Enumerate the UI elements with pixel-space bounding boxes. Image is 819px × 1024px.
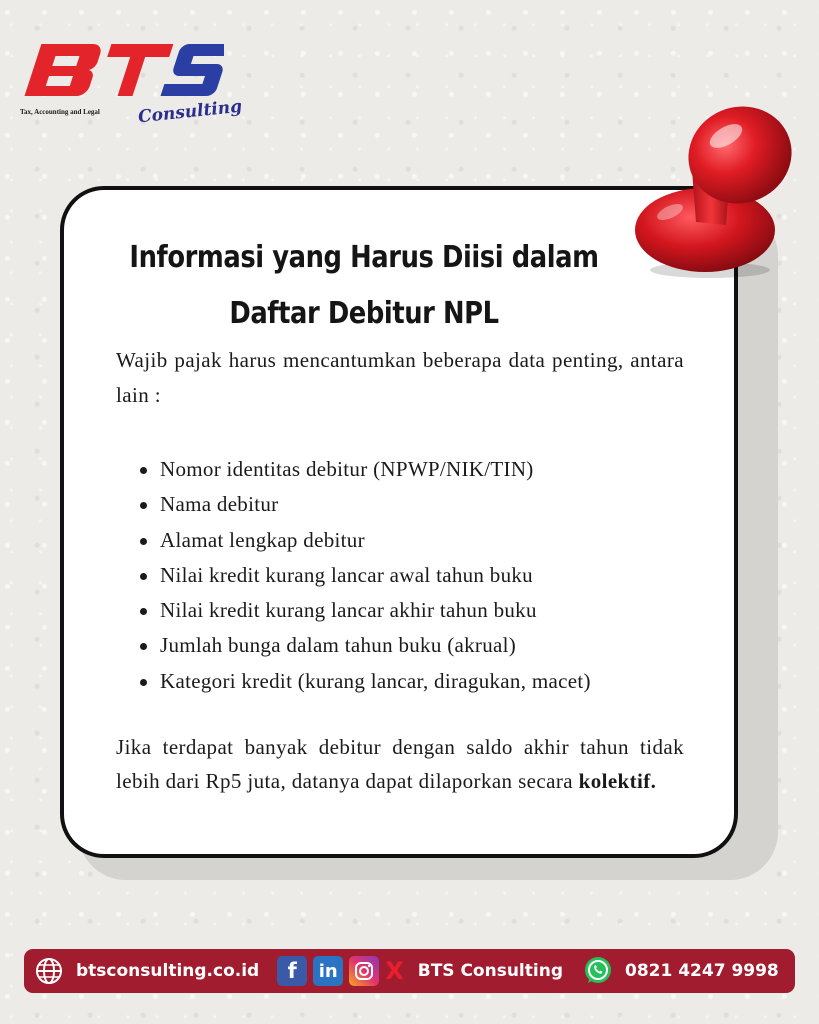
instagram-icon[interactable] — [349, 956, 379, 986]
list-item: Nilai kredit kurang lancar awal tahun buku — [136, 558, 591, 593]
bts-logo-mark — [14, 36, 224, 106]
list-item: Kategori kredit (kurang lancar, diragukan, macet) — [136, 664, 591, 699]
intro-paragraph: Wajib pajak harus mencantumkan beberapa data penting, antara lain : — [116, 348, 684, 407]
social-handle[interactable]: BTS Consulting — [417, 961, 563, 981]
whatsapp-icon[interactable] — [583, 956, 613, 986]
facebook-icon[interactable]: f — [277, 956, 307, 986]
logo-tagline: Tax, Accounting and Legal — [20, 108, 100, 116]
outro-text: Jika terdapat banyak debitur dengan saldo akhir tahun tidak lebih dari Rp5 juta, datanya dapat dilaporkan secara — [116, 735, 684, 793]
card-title-line-1: Informasi yang Harus Diisi dalam — [129, 240, 599, 275]
list-item: Nama debitur — [136, 487, 591, 522]
outro-paragraph — [116, 730, 684, 798]
list-item: Nilai kredit kurang lancar akhir tahun buku — [136, 593, 591, 628]
list-item: Nomor identitas debitur (NPWP/NIK/TIN) — [136, 452, 591, 487]
card-title-line-2: Daftar Debitur NPL — [229, 296, 499, 331]
website-link[interactable]: btsconsulting.co.id — [76, 961, 260, 981]
x-icon[interactable]: X — [385, 957, 404, 985]
globe-icon — [34, 956, 64, 986]
bts-logo — [14, 36, 243, 128]
phone-number[interactable]: 0821 4247 9998 — [624, 961, 779, 981]
list-item: Jumlah bunga dalam tahun buku (akrual) — [136, 628, 591, 663]
contact-footer — [24, 949, 795, 993]
linkedin-icon[interactable]: in — [313, 956, 343, 986]
outro-bold: kolektif. — [578, 769, 657, 793]
push-pin-icon — [630, 100, 805, 280]
list-item: Alamat lengkap debitur — [136, 523, 591, 558]
logo-subtitle: Consulting — [137, 96, 243, 128]
info-card — [60, 186, 738, 858]
required-info-list — [136, 452, 591, 699]
card-title — [106, 230, 622, 342]
